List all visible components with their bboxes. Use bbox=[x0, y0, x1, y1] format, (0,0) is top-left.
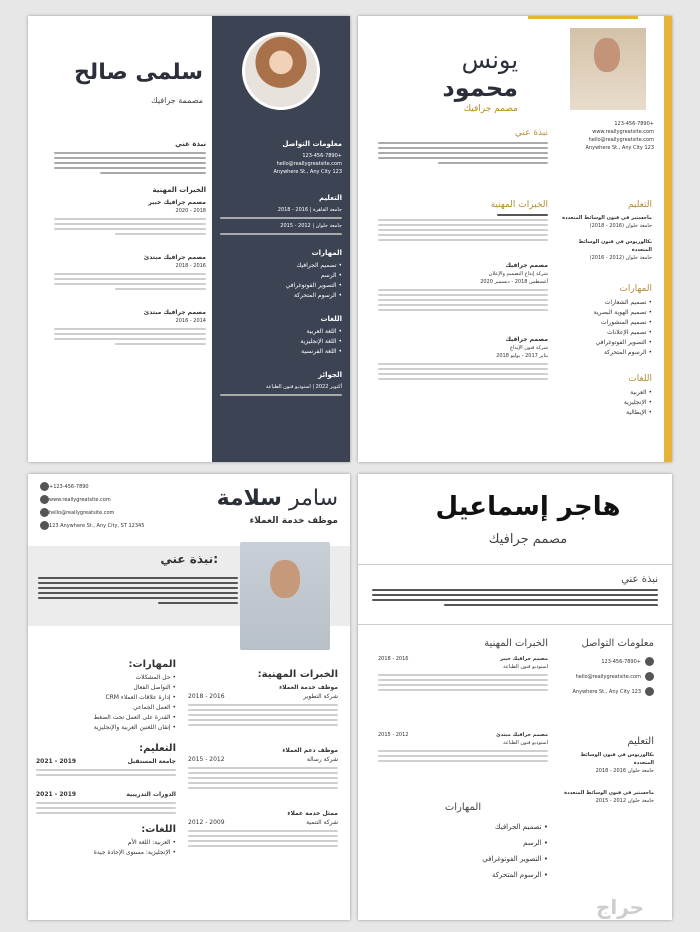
language-item: • الإنجليزية bbox=[562, 398, 652, 408]
email: hello@reallygreatsite.com bbox=[588, 137, 654, 143]
job-years: يناير 2017 - يوليو 2018 bbox=[496, 353, 548, 359]
email: hello@reallygreatsite.com bbox=[49, 510, 115, 516]
job-company: شركة رسالة bbox=[306, 756, 338, 763]
watermark-logo: حراج bbox=[595, 895, 645, 919]
edu-school-years bbox=[564, 797, 654, 805]
divider bbox=[358, 564, 672, 565]
skills-list bbox=[220, 261, 342, 301]
sidebar-content bbox=[220, 136, 342, 399]
about-heading: نبذة عني: bbox=[160, 552, 218, 566]
edu-school-years bbox=[562, 254, 652, 262]
resume-title: مصمم جرافيك bbox=[488, 532, 568, 547]
resume-title: مصمم جرافيك bbox=[463, 104, 518, 114]
email: hello@reallygreatsite.com bbox=[276, 161, 342, 167]
edu-degree: بكالوريوس في فنون الوسائط المتعددة bbox=[580, 752, 654, 766]
contact-heading: معلومات التواصل bbox=[282, 140, 342, 148]
divider bbox=[358, 624, 672, 625]
skill-item: • التصوير الفوتوغرافي bbox=[562, 338, 652, 348]
courses-heading: الدورات التدريبية bbox=[126, 791, 176, 798]
skill-item: • إدارة علاقات العملاء CRM bbox=[36, 693, 176, 703]
about-heading: نبذة عني bbox=[514, 128, 548, 138]
job-company: استوديو فنون الطباعة bbox=[503, 740, 548, 746]
job-meta bbox=[188, 692, 338, 701]
edu-years: (2012 - 2016) bbox=[589, 255, 625, 261]
skill-item: • الرسوم المتحركة bbox=[378, 867, 548, 883]
job-company: شركة التطوير bbox=[303, 693, 338, 700]
resume-name: سلمى صالح bbox=[74, 60, 203, 85]
skill-item: • حل المشكلات bbox=[36, 673, 176, 683]
about-section bbox=[372, 570, 658, 609]
job-title: ممثل خدمة عملاء bbox=[287, 810, 338, 817]
side-section bbox=[564, 634, 654, 805]
language-item: • اللغة العربية bbox=[220, 327, 342, 337]
skill-item: • الرسوم المتحركة bbox=[562, 348, 652, 358]
languages-list bbox=[220, 327, 342, 357]
job-title: مصمم جرافيك مبتدئ bbox=[143, 309, 206, 316]
job-years: 2012 - 2015 bbox=[378, 732, 409, 738]
resume-card-salma[interactable] bbox=[28, 16, 350, 462]
skills-heading: المهارات bbox=[444, 802, 482, 813]
contact-block bbox=[554, 120, 654, 152]
education-heading: التعليم bbox=[628, 200, 652, 210]
edu-school: جامعة حلوان bbox=[315, 223, 342, 229]
skill-item: • تصميم المنشورات bbox=[562, 318, 652, 328]
website: www.reallygreatsite.com bbox=[592, 129, 654, 135]
experience-heading: الخبرات المهنية: bbox=[257, 669, 338, 680]
edu-school: جامعة حلوان bbox=[627, 768, 654, 774]
job-company: شركة التنمية bbox=[306, 819, 338, 826]
education-heading: التعليم bbox=[318, 194, 342, 202]
contact-row bbox=[564, 672, 654, 681]
edu-school-years bbox=[562, 222, 652, 230]
edu-item: جامعة القاهرة | 2016 - 2018 bbox=[277, 207, 342, 213]
contact-row bbox=[564, 687, 654, 696]
resume-card-younes[interactable] bbox=[358, 16, 672, 462]
resume-first-name: يونس bbox=[461, 46, 518, 74]
job-company: استوديو فنون الطباعة bbox=[503, 664, 548, 670]
website: www.reallygreatsite.com bbox=[49, 497, 111, 503]
mail-icon bbox=[40, 508, 49, 517]
job-title: مصمم جرافيك bbox=[505, 262, 548, 269]
location-icon bbox=[40, 521, 49, 530]
profile-photo bbox=[240, 542, 330, 650]
phone-icon bbox=[645, 657, 654, 666]
skills-heading: المهارات: bbox=[128, 659, 176, 670]
language-item: • الإيطالية bbox=[562, 408, 652, 418]
phone: +123-456-7890 bbox=[49, 484, 89, 490]
skill-item: • تصميم الهوية البصرية bbox=[562, 308, 652, 318]
last-name: سلامة bbox=[216, 486, 282, 511]
address: 123 Anywhere St., Any City bbox=[585, 145, 654, 151]
phone: +123-456-7890 bbox=[302, 153, 342, 159]
skills-heading: المهارات bbox=[311, 249, 342, 257]
job-meta bbox=[378, 731, 548, 739]
experience-section bbox=[378, 196, 548, 383]
skills-list bbox=[378, 819, 548, 883]
job-title: موظف دعم العملاء bbox=[282, 747, 338, 754]
job-years: 2016 - 2018 bbox=[175, 263, 206, 269]
language-item: • اللغة الإنجليزية bbox=[220, 337, 342, 347]
job-title: مصمم جرافيك مبتدئ bbox=[143, 254, 206, 261]
job-years: 2016 - 2018 bbox=[188, 693, 225, 700]
experience-section bbox=[188, 664, 338, 850]
job-title: مصمم جرافيك bbox=[505, 336, 548, 343]
experience-heading: الخبرات المهنية bbox=[490, 200, 548, 210]
skill-item: • التواصل الفعال bbox=[36, 683, 176, 693]
experience-section bbox=[378, 634, 548, 883]
languages-list bbox=[36, 838, 176, 858]
edu-years: 2016 - 2018 bbox=[595, 768, 627, 774]
job-title: مصمم جرافيك خبير bbox=[148, 199, 206, 206]
job-years: 2012 - 2015 bbox=[188, 756, 225, 763]
job-company: شركة إبداع التصميم والإعلان bbox=[488, 271, 548, 277]
education-heading: التعليم bbox=[627, 736, 654, 747]
skills-list bbox=[36, 673, 176, 733]
job-meta bbox=[188, 755, 338, 764]
edu-years: 2012 - 2015 bbox=[595, 798, 627, 804]
resume-name: هاجر إسماعيل bbox=[435, 492, 621, 522]
language-item: • اللغة الفرنسية bbox=[220, 347, 342, 357]
resume-card-samer[interactable] bbox=[28, 474, 350, 920]
job-title: مصمم جرافيك مبتدئ bbox=[496, 732, 548, 738]
courses-item bbox=[36, 790, 176, 799]
phone: +123-456-7890 bbox=[601, 659, 641, 665]
edu-degree: ماجستير في فنون الوسائط المتعددة bbox=[564, 790, 654, 796]
resume-title: مصممة جرافيك bbox=[151, 96, 203, 105]
language-item: • العربية: اللغة الأم bbox=[36, 838, 176, 848]
resume-name bbox=[198, 486, 338, 511]
edu-school: جامعة المستقبل bbox=[127, 758, 176, 765]
skill-item: • الرسوم المتحركة bbox=[220, 291, 342, 301]
languages-heading: اللغات bbox=[628, 374, 652, 384]
languages-heading: اللغات: bbox=[141, 824, 176, 835]
edu-school: جامعة حلوان bbox=[627, 798, 654, 804]
skill-item: • تصميم الإعلانات bbox=[562, 328, 652, 338]
side-section bbox=[36, 654, 176, 858]
skill-item: • القدرة على العمل تحت الضغط bbox=[36, 713, 176, 723]
award-item: أكتوبر 2022 | استوديو فنون الطباعة bbox=[265, 384, 342, 390]
resume-last-name: محمود bbox=[442, 74, 518, 102]
skills-heading: المهارات bbox=[619, 284, 652, 294]
job-meta bbox=[188, 818, 338, 827]
skill-item: • الرسم bbox=[220, 271, 342, 281]
mail-icon bbox=[645, 672, 654, 681]
resume-title: موظف خدمة العملاء bbox=[249, 516, 338, 526]
location-icon bbox=[645, 687, 654, 696]
main-column bbox=[54, 136, 206, 348]
skill-item: • تصميم الجرافيك bbox=[378, 819, 548, 835]
side-section bbox=[562, 196, 652, 418]
skill-item: • تصميم الشعارات bbox=[562, 298, 652, 308]
contact-heading: معلومات التواصل bbox=[581, 638, 654, 649]
edu-years: 2012 - 2015 bbox=[280, 223, 311, 229]
contact-row bbox=[564, 657, 654, 666]
address: 123 Anywhere St., Any City bbox=[572, 689, 641, 695]
job-company: شركة فنون الإبداع bbox=[510, 345, 548, 351]
edu-item bbox=[36, 757, 176, 766]
about-section bbox=[378, 124, 548, 167]
job-years: 2014 - 2016 bbox=[175, 318, 206, 324]
contact-block bbox=[36, 482, 156, 530]
about-heading: نبذة عني bbox=[175, 140, 206, 148]
email: hello@reallygreatsite.com bbox=[575, 674, 641, 680]
job-years: أغسطس 2018 - ديسمبر 2020 bbox=[480, 279, 548, 285]
globe-icon bbox=[40, 495, 49, 504]
first-name: سامر bbox=[288, 486, 338, 511]
courses-years: 2019 - 2021 bbox=[36, 791, 77, 798]
languages-list bbox=[562, 388, 652, 418]
experience-heading: الخبرات المهنية bbox=[152, 186, 206, 194]
job-years: 2016 - 2018 bbox=[378, 656, 409, 662]
awards-heading: الجوائز bbox=[318, 371, 342, 379]
language-item: • الإنجليزية: مستوى الإجادة جيدة bbox=[36, 848, 176, 858]
accent-bar bbox=[528, 16, 638, 19]
skill-item: • تصميم الجرافيك bbox=[220, 261, 342, 271]
phone: +123-456-7890 bbox=[614, 121, 654, 127]
edu-school: جامعة حلوان bbox=[625, 223, 652, 229]
languages-heading: اللغات bbox=[320, 315, 342, 323]
job-years: 2009 - 2012 bbox=[188, 819, 225, 826]
experience-heading: الخبرات المهنية bbox=[484, 638, 548, 649]
profile-photo bbox=[242, 32, 320, 110]
edu-years: 2016 - 2018 bbox=[277, 207, 309, 213]
skill-item: • التصوير الفوتوغرافي bbox=[378, 851, 548, 867]
edu-item: جامعة حلوان | 2012 - 2015 bbox=[280, 223, 342, 229]
skill-item: • إتقان اللغتين العربية والإنجليزية bbox=[36, 723, 176, 733]
edu-years: (2016 - 2018) bbox=[589, 223, 625, 229]
skill-item: • التصوير الفوتوغرافي bbox=[220, 281, 342, 291]
edu-school-years bbox=[564, 767, 654, 775]
job-meta bbox=[378, 655, 548, 663]
skill-item: • الرسم bbox=[378, 835, 548, 851]
address: 123 Anywhere St., Any City bbox=[273, 169, 342, 175]
phone-icon bbox=[40, 482, 49, 491]
job-title: مصمم جرافيك خبير bbox=[500, 656, 548, 662]
job-title: موظف خدمة العملاء bbox=[279, 684, 338, 691]
address: 123 Anywhere St., Any City, ST 12345 bbox=[49, 523, 145, 529]
job-years: 2018 - 2020 bbox=[175, 208, 206, 214]
education-heading: التعليم: bbox=[139, 743, 176, 754]
edu-degree: بكالوريوس في فنون الوسائط المتعددة bbox=[578, 239, 652, 253]
skill-item: • العمل الجماعي bbox=[36, 703, 176, 713]
accent-stripe bbox=[664, 16, 672, 462]
profile-photo bbox=[570, 28, 646, 110]
resume-card-hajar[interactable] bbox=[358, 474, 672, 920]
skills-list bbox=[562, 298, 652, 358]
edu-school: جامعة القاهرة bbox=[313, 207, 342, 213]
edu-degree: ماجستير في فنون الوسائط المتعددة bbox=[562, 215, 652, 221]
edu-school: جامعة حلوان bbox=[625, 255, 652, 261]
language-item: • العربية bbox=[562, 388, 652, 398]
about-heading: نبذة عني bbox=[621, 574, 658, 585]
about-text bbox=[38, 574, 238, 607]
edu-years: 2019 - 2021 bbox=[36, 758, 77, 765]
